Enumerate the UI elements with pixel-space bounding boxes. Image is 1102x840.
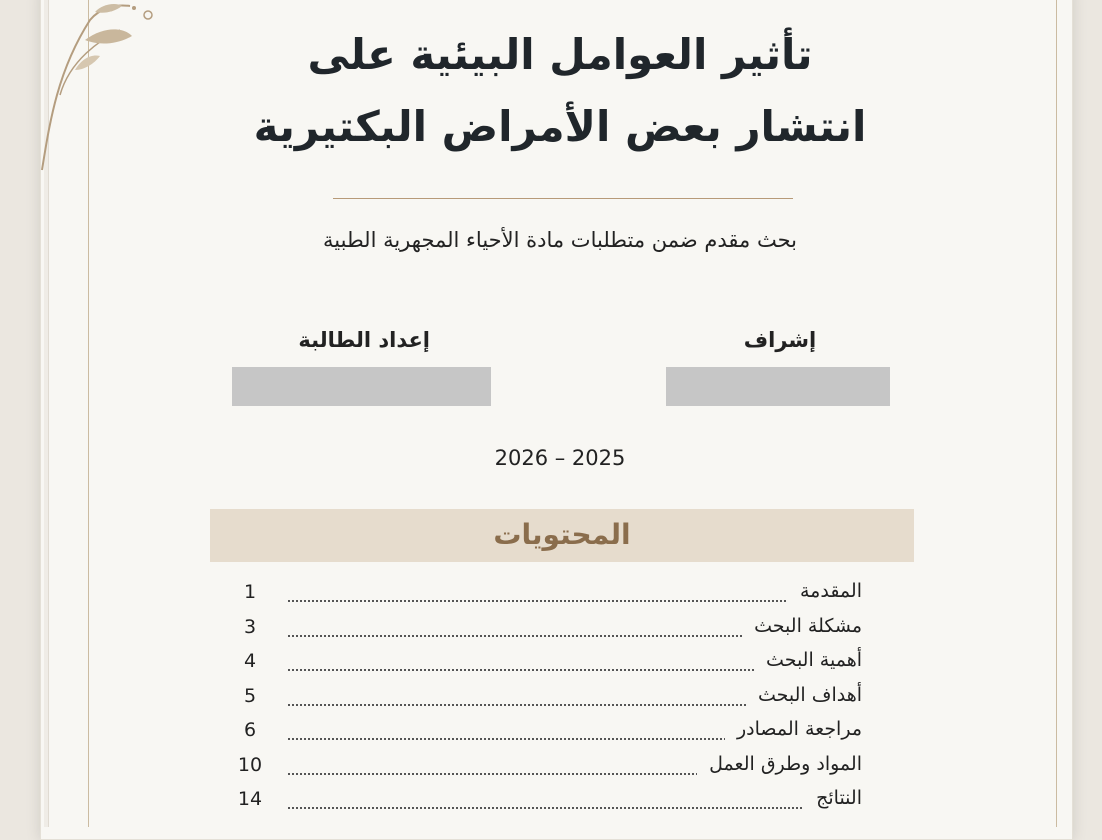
toc-page-number: 10 xyxy=(237,754,263,776)
toc-page-number: 1 xyxy=(243,581,257,603)
document-title-line-1: تأثير العوامل البيئية على xyxy=(307,30,813,79)
toc-leader-dots xyxy=(288,600,862,602)
toc-title: المحتويات xyxy=(493,518,631,551)
toc-entry-label: مراجعة المصادر xyxy=(725,718,862,740)
toc-leader-dots xyxy=(288,807,862,809)
toc-row[interactable] xyxy=(230,611,870,645)
toc-entry-label: مشكلة البحث xyxy=(742,615,862,637)
prepared-by-label: إعداد الطالبة xyxy=(298,328,430,352)
toc-entry-label: المقدمة xyxy=(788,580,862,602)
toc-entry-label: النتائج xyxy=(804,787,862,809)
document-subtitle: بحث مقدم ضمن متطلبات مادة الأحياء المجهرية الطبية xyxy=(323,228,797,252)
title-divider xyxy=(333,198,793,199)
student-name-redacted xyxy=(232,367,491,406)
toc-row[interactable] xyxy=(230,576,870,610)
toc-entry-label: أهمية البحث xyxy=(754,649,862,671)
frame-line-right xyxy=(1056,0,1057,827)
academic-year: 2026 – 2025 xyxy=(494,446,626,470)
toc-row[interactable] xyxy=(230,783,870,817)
toc-entry-label: المواد وطرق العمل xyxy=(697,753,862,775)
toc-row[interactable] xyxy=(230,714,870,748)
toc-page-number: 6 xyxy=(243,719,257,741)
toc-page-number: 4 xyxy=(243,650,257,672)
toc-page-number: 5 xyxy=(243,685,257,707)
toc-row[interactable] xyxy=(230,645,870,679)
floral-ornament-icon xyxy=(30,0,160,180)
supervision-label: إشراف xyxy=(743,328,817,352)
document-title-line-2: انتشار بعض الأمراض البكتيرية xyxy=(253,102,867,151)
toc-row[interactable] xyxy=(230,749,870,783)
toc-entry-label: أهداف البحث xyxy=(746,684,862,706)
toc-page-number: 3 xyxy=(243,616,257,638)
toc-header-band xyxy=(210,509,914,562)
supervisor-name-redacted xyxy=(666,367,890,406)
toc-page-number: 14 xyxy=(237,788,263,810)
toc-row[interactable] xyxy=(230,680,870,714)
